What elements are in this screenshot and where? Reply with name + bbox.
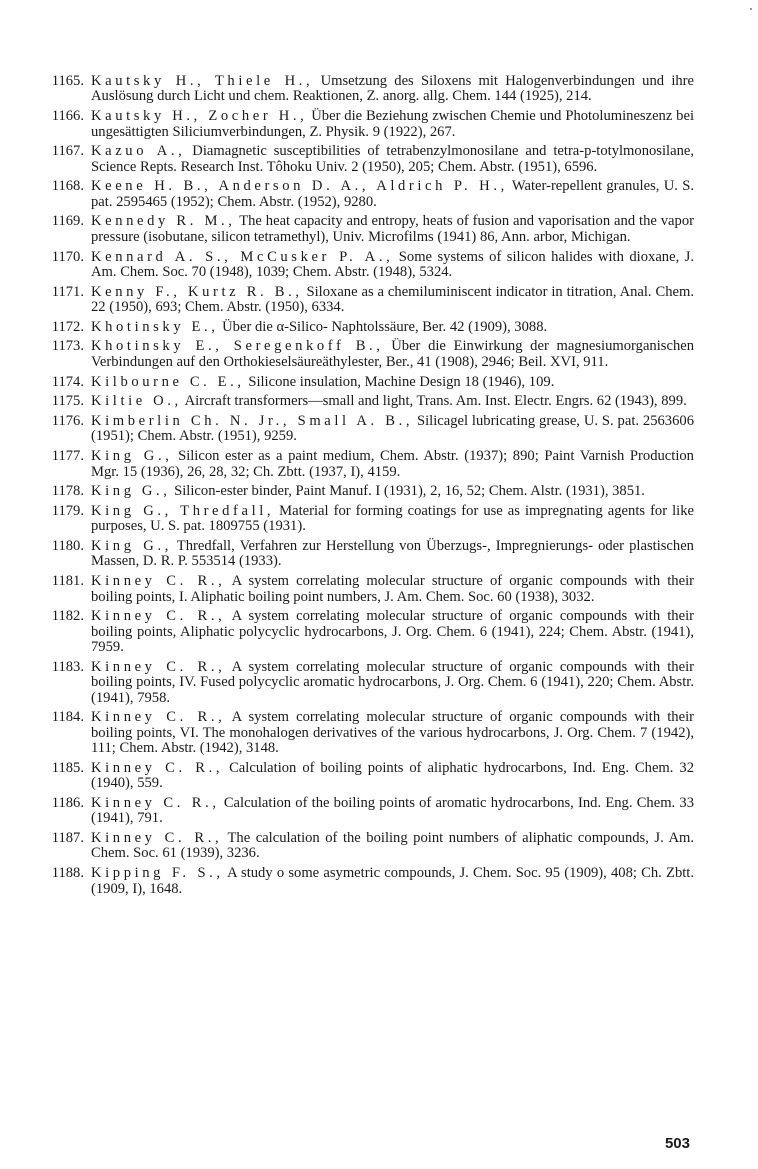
reference-number: 1180 . [34,539,84,554]
reference-number: 1170 . [34,250,84,265]
reference-number: 1186 . [34,796,84,811]
reference-authors: Kinney C. R., [91,759,224,776]
reference-number: 1168 . [34,179,84,194]
reference-entry [34,539,694,570]
reference-entry [34,414,694,445]
reference-number: 1175 . [34,394,84,409]
reference-text: The calculation of the boiling point numbers of aliphatic compounds, J. Am. Chem. Soc. 61 (1939), 3236. [91,830,694,862]
reference-list [34,74,694,901]
reference-number: 1184 . [34,710,84,725]
reference-entry [34,609,694,655]
reference-entry [34,144,694,175]
reference-entry [34,866,694,897]
reference-text: Thredfall, Verfahren zur Herstellung von Überzugs-, Impregnierungs- oder plastischen Massen, D. R. P. 553514 (1933). [91,538,694,570]
reference-text: Calculation of the boiling points of aromatic hydrocarbons, Ind. Eng. Chem. 33 (1941), 791. [91,794,694,827]
reference-authors: Kenny F., Kurtz R. B., [91,283,303,300]
reference-text: Siloxane as a chemiluminiscent indicator in titration, Anal. Chem. 22 (1950), 693; Chem. Abstr. (1950), 6334. [91,283,694,316]
reference-authors: Kiltie O., [91,393,182,410]
scan-mark [750,8,752,10]
reference-authors: Kautsky H., Thiele H., [91,73,314,89]
reference-number: 1172 . [34,320,84,335]
reference-entry [34,339,694,370]
reference-text: A system correlating molecular structure of organic compounds with their boiling points, IV. Fused polycyclic aromatic hydrocarbons, J. Org. Chem. 6 (1941), 220; Chem. Abstr. (1941), 7958. [91,658,694,706]
reference-entry [34,375,694,390]
reference-number: 1173 . [34,339,84,354]
reference-number: 1185 . [34,761,84,776]
reference-entry [34,320,694,335]
reference-authors: King G., Thredfall, [91,502,275,519]
reference-authors: Keene H. B., Anderson D. A., Aldrich P. H., [91,178,508,195]
reference-text: Calculation of boiling points of aliphatic hydrocarbons, Ind. Eng. Chem. 32 (1940), 559. [91,759,694,792]
reference-number: 1178 . [34,484,84,499]
reference-text: Silicon-ester binder, Paint Manuf. I (1931), 2, 16, 52; Chem. Alstr. (1931), 3851. [174,483,645,500]
reference-text: A system correlating molecular structure of organic compounds with their boiling points, I. Aliphatic boiling point numbers, J. Am. Chem. Soc. 60 (1938), 3032. [91,573,694,605]
reference-entry [34,504,694,535]
reference-authors: Kautsky H., Zocher H., [91,108,308,125]
reference-authors: Kennedy R. M., [91,213,236,230]
reference-entry [34,394,694,409]
reference-entry [34,574,694,605]
reference-authors: Khotinsky E., Seregenkoff B., [91,338,384,355]
reference-number: 1169 . [34,214,84,229]
reference-number: 1182 . [34,609,84,624]
reference-text: Silicone insulation, Machine Design 18 (1946), 109. [248,373,555,390]
reference-text: Über die α-Silico- Naphtolssäure, Ber. 42 (1909), 3088. [222,318,548,335]
reference-text: Über die Beziehung zwischen Chemie und Photolumineszenz bei ungesättigten Siliciumverbindungen, Z. Physik. 9 (1922), 267. [91,108,695,140]
reference-entry [34,214,694,245]
reference-authors: Khotinsky E., [91,318,219,335]
reference-authors: Kipping F. S., [91,865,224,882]
reference-number: 1188 . [34,866,84,881]
reference-text: Material for forming coatings for use as impregnating agents for like purposes, U. S. pat. 1809755 (1931). [91,502,694,535]
reference-entry [34,831,694,862]
reference-entry [34,285,694,316]
reference-entry [34,660,694,706]
reference-text: A study o some asymetric compounds, J. Chem. Soc. 95 (1909), 408; Ch. Zbtt. (1909, I), 1648. [91,865,695,897]
reference-text: Über die Einwirkung der magnesiumorganischen Verbindungen auf den Orthokieselsäureäthylester, Ber., 41 (1908), 2946; Beil. XVI, 911. [91,338,695,370]
reference-authors: Kinney C. R., [91,658,226,675]
reference-entry [34,761,694,792]
reference-authors: Kinney C. R., [91,794,220,811]
reference-entry [34,179,694,210]
reference-text: Some systems of silicon halides with dioxane, J. Am. Chem. Soc. 70 (1948), 1039; Chem. Abstr. (1948), 5324. [91,248,695,280]
reference-number: 1167 . [34,144,84,159]
reference-number: 1176 . [34,414,84,429]
reference-entry [34,74,694,105]
reference-text: Diamagnetic susceptibilities of tetrabenzylmonosilane and tetra-p-totylmonosilane, Science Repts. Research Inst. Tôhoku Univ. 2 (1950), 205; Chem. Abstr. (1951), 6596. [91,143,694,175]
reference-number: 1171 . [34,285,84,300]
reference-text: Umsetzung des Siloxens mit Halogenverbindungen und ihre Auslösung durch Licht und chem. Reaktionen, Z. anorg. allg. Chem. 144 (1925), 214. [91,73,695,105]
reference-number: 1166 . [34,109,84,124]
reference-entry [34,484,694,499]
reference-entry [34,109,694,140]
reference-authors: Kennard A. S., McCusker P. A., [91,248,394,265]
reference-entry [34,710,694,756]
reference-authors: Kinney C. R., [91,830,223,846]
reference-number: 1174 . [34,375,84,390]
reference-authors: Kimberlin Ch. N. Jr., Small A. B., [91,412,414,429]
reference-authors: Kinney C. R., [91,608,226,625]
reference-text: Silicagel lubricating grease, U. S. pat. 2563606 (1951); Chem. Abstr. (1951), 9259. [91,412,694,445]
reference-number: 1181 . [34,574,84,589]
reference-number: 1183 . [34,660,84,675]
reference-number: 1187 . [34,831,84,846]
reference-text: The heat capacity and entropy, heats of fusion and vaporisation and the vapor pressure (isobutane, silicon tetramethyl), Univ. Microfilms (1941) 86, Ann. arbor, Michigan. [91,213,694,245]
reference-text: A system correlating molecular structure of organic compounds with their boiling points, Aliphatic polycyclic hydrocarbons, J. Org. Chem. 6 (1941), 224; Chem. Abstr. (1941), 7959. [91,608,694,656]
reference-number: 1177 . [34,449,84,464]
reference-entry [34,449,694,480]
reference-authors: King G., [91,448,173,465]
reference-number: 1165 . [34,74,84,89]
reference-entry [34,796,694,827]
reference-text: A system correlating molecular structure of organic compounds with their boiling points, VI. The monohalogen derivatives of the various hydrocarbons, J. Org. Chem. 7 (1942), 111; Chem. Abstr. (1942), 3148. [91,709,694,757]
page-number: 503 [664,1135,690,1152]
reference-authors: Kilbourne C. E., [91,373,245,390]
reference-text: Aircraft transformers—small and light, Trans. Am. Inst. Electr. Engrs. 62 (1943), 899. [184,393,687,410]
reference-number: 1179 . [34,504,84,519]
reference-authors: King G., [91,538,172,555]
reference-authors: Kinney C. R., [91,573,226,590]
reference-text: Silicon ester as a paint medium, Chem. Abstr. (1937); 890; Paint Varnish Production Mgr. 15 (1936), 26, 28, 32; Ch. Zbtt. (1937, I), 4159. [91,448,694,480]
reference-authors: King G., [91,483,171,500]
reference-authors: Kinney C. R., [91,709,226,726]
reference-text: Water-repellent granules, U. S. pat. 2595465 (1952); Chem. Abstr. (1952), 9280. [91,178,695,210]
reference-authors: Kazuo A., [91,143,186,160]
reference-entry [34,250,694,281]
